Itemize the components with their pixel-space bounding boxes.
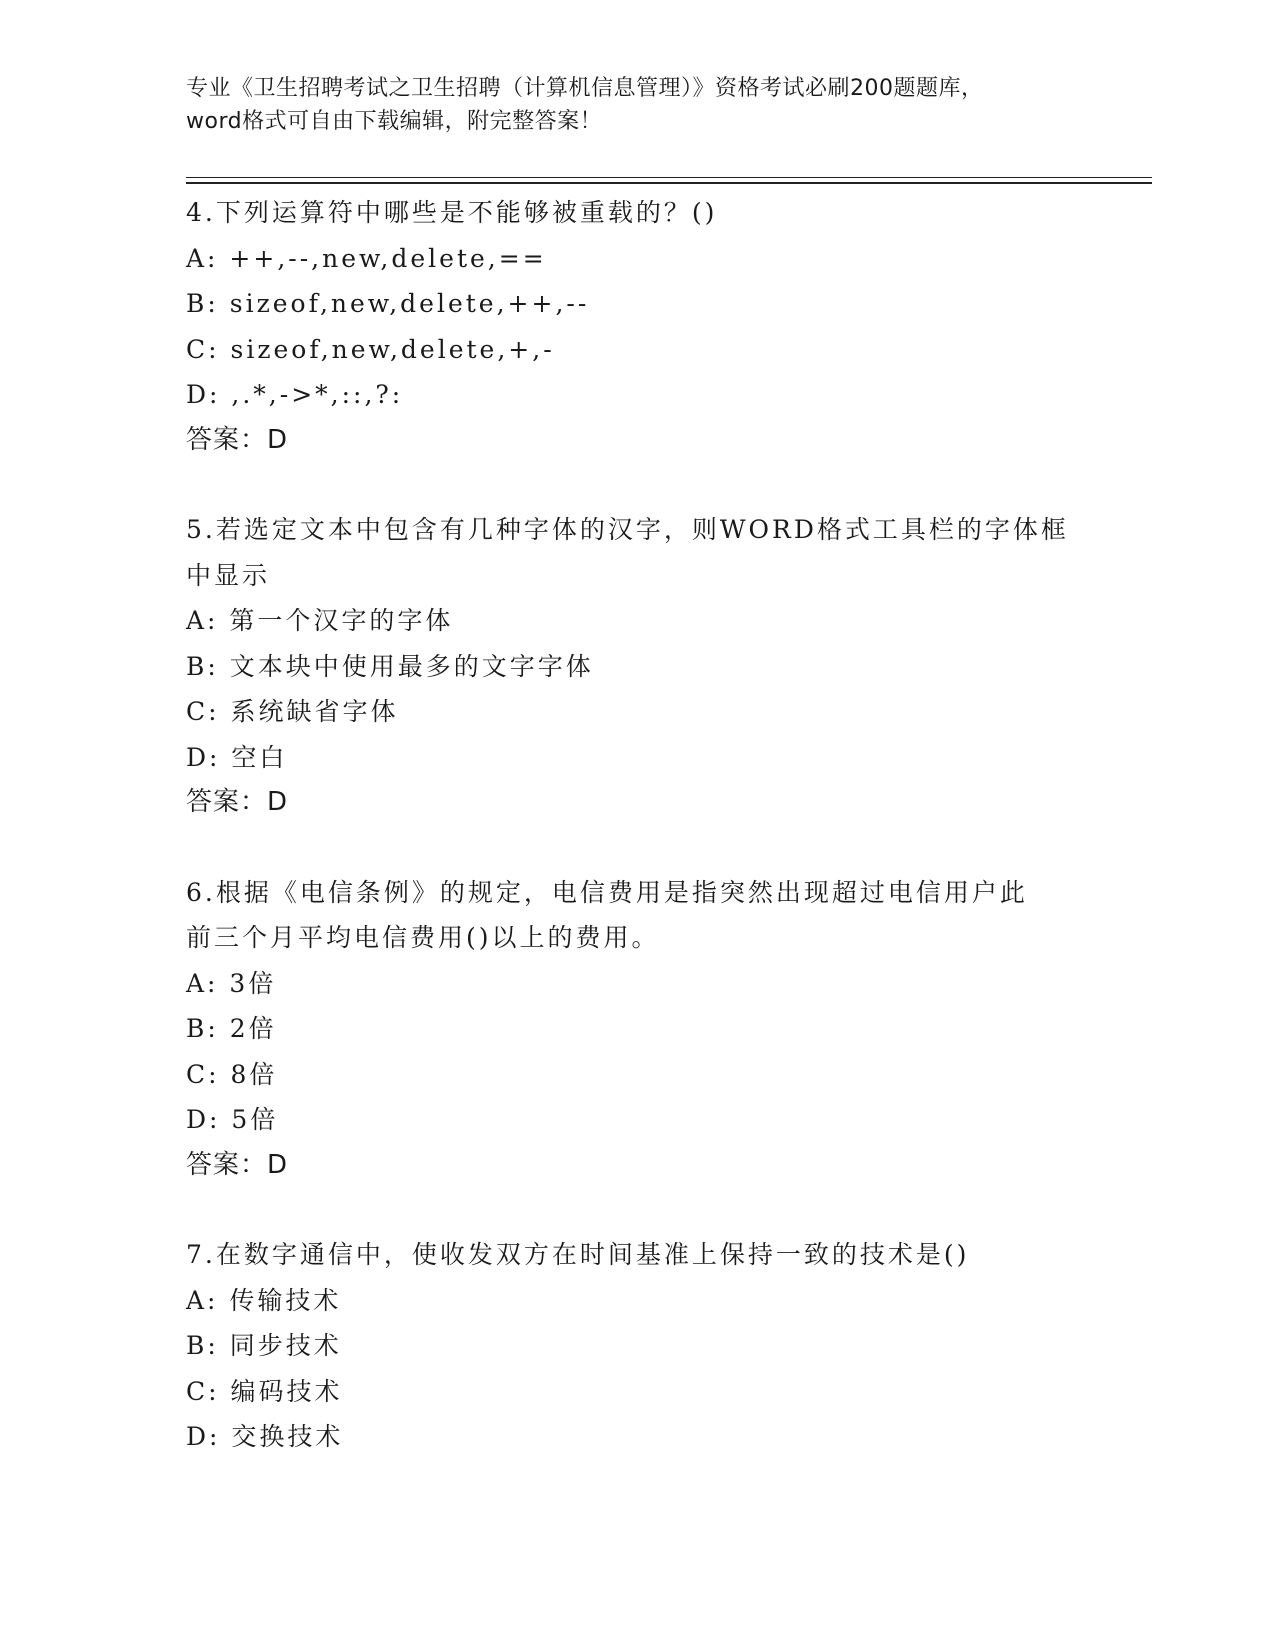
option-a: A: 传输技术 (186, 1285, 342, 1315)
question-text-continued: 前三个月平均电信费用()以上的费用。 (186, 923, 660, 952)
option-b: B: 2倍 (186, 1014, 277, 1043)
answer: 答案：D (186, 1149, 289, 1180)
option-a: A: 3倍 (186, 968, 277, 998)
option-d: D: 5倍 (186, 1105, 279, 1134)
option-a: A: 第一个汉字的字体 (186, 606, 454, 635)
spacer (186, 1188, 1086, 1232)
option-c: C: 系统缺省字体 (186, 697, 399, 726)
header-line-1: 专业《卫生招聘考试之卫生招聘（计算机信息管理）》资格考试必刷200题题库， (186, 76, 984, 101)
option-c: C: 8倍 (186, 1059, 278, 1089)
header-divider-thick (186, 182, 1152, 184)
question-7 (186, 1232, 1086, 1460)
question-text: 6.根据《电信条例》的规定，电信费用是指突然出现超过电信用户此 (186, 877, 1028, 907)
option-d: D: 空白 (186, 742, 288, 772)
option-d: D: ,.*,->*,::,?: (186, 380, 404, 409)
option-c: C: 编码技术 (186, 1376, 343, 1406)
question-5 (186, 507, 1086, 826)
spacer (186, 463, 1086, 507)
question-text-continued: 中显示 (186, 560, 271, 590)
question-text: 7.在数字通信中，使收发双方在时间基准上保持一致的技术是() (186, 1240, 970, 1269)
option-b: B: 同步技术 (186, 1331, 342, 1360)
question-4 (186, 190, 1086, 463)
option-b: B: 文本块中使用最多的文字字体 (186, 651, 594, 681)
question-text: 5.若选定文本中包含有几种字体的汉字，则WORD格式工具栏的字体框 (186, 515, 1069, 544)
question-list (186, 190, 1086, 1460)
header-divider-thin (186, 177, 1152, 178)
answer: 答案：D (186, 424, 289, 455)
question-text: 4.下列运算符中哪些是不能够被重载的？() (186, 198, 718, 227)
answer: 答案：D (186, 787, 289, 817)
document-header (186, 72, 1086, 138)
option-a: A: ++,--,new,delete,== (186, 243, 547, 273)
option-c: C: sizeof,new,delete,+,- (186, 334, 555, 364)
option-d: D: 交换技术 (186, 1422, 344, 1451)
option-b: B: sizeof,new,delete,++,-- (186, 289, 590, 318)
spacer (186, 826, 1086, 870)
header-line-2: word格式可自由下载编辑，附完整答案！ (186, 109, 603, 134)
question-6 (186, 870, 1086, 1189)
